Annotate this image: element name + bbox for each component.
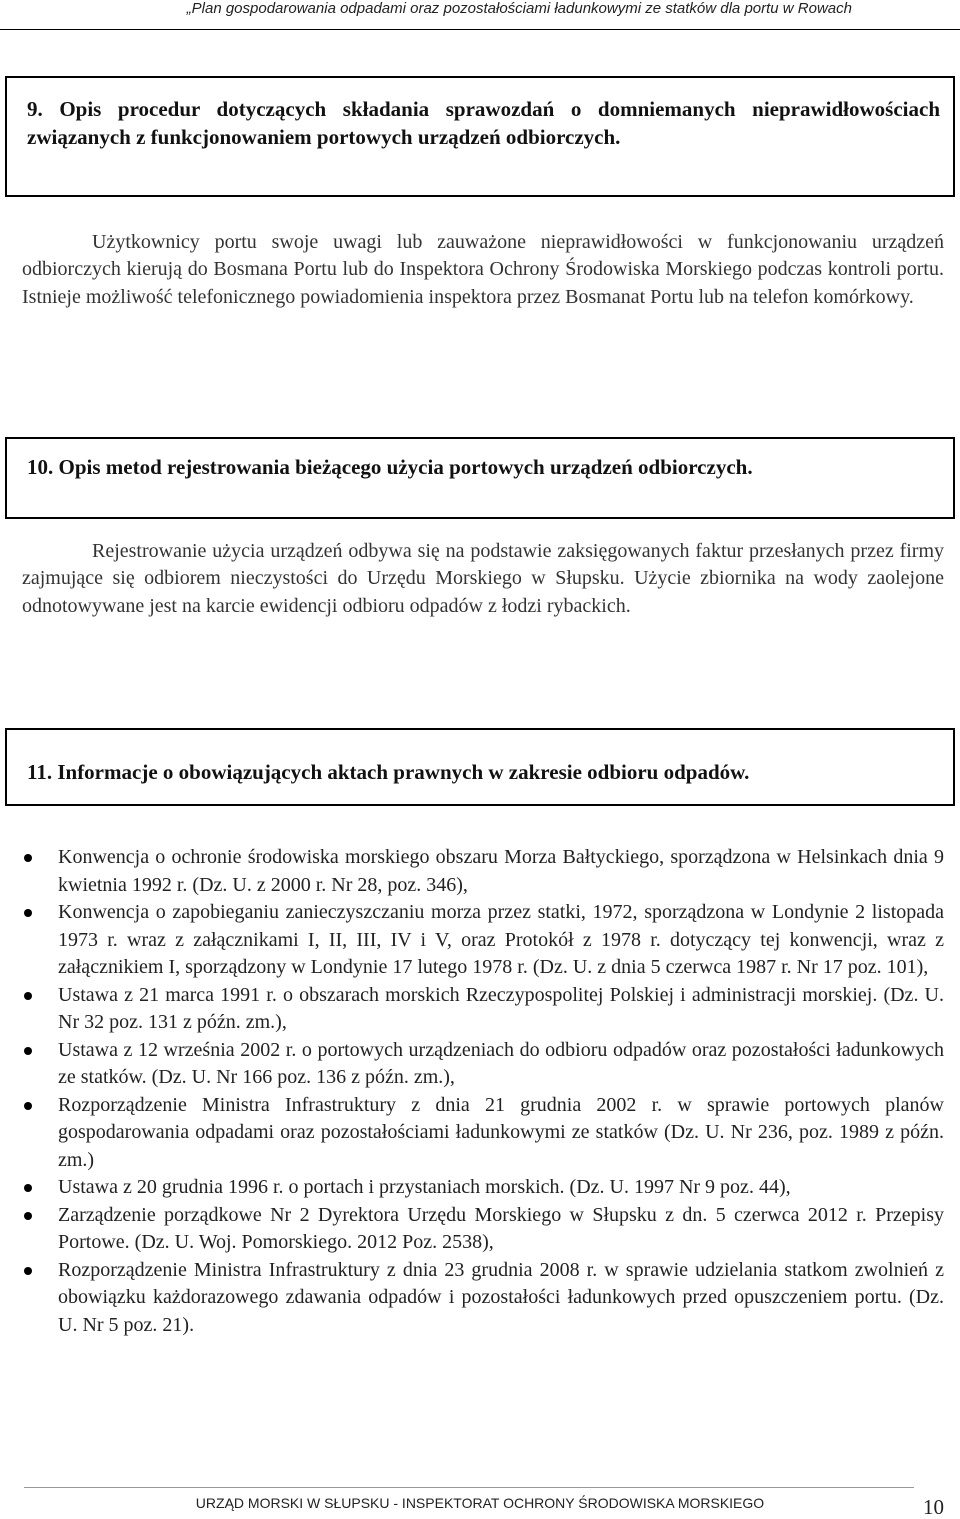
legal-act-item bbox=[0, 1037, 960, 1092]
bullet-icon bbox=[24, 1267, 32, 1275]
legal-acts-list bbox=[0, 844, 960, 1339]
section-10-paragraph: Rejestrowanie użycia urządzeń odbywa się na podstawie zaksięgowanych faktur przesłanych przez firmy zajmujące się odbiorem nieczystości do Urzędu Morskiego w Słupsku. Użycie zbiornika na wody zaolejone odnotowywane jest na karcie ewidencji odbioru odpadów z łodzi rybackich. bbox=[22, 540, 944, 617]
bullet-icon bbox=[24, 1184, 32, 1192]
legal-act-text: Rozporządzenie Ministra Infrastruktury z dnia 23 grudnia 2008 r. w sprawie udzielania statkom zwolnień z obowiązku każdorazowego zdawania odpadów i pozostałości ładunkowych przed opuszczeniem portu. (Dz. U. Nr 5 poz. 21). bbox=[58, 1258, 944, 1336]
legal-act-text: Zarządzenie porządkowe Nr 2 Dyrektora Urzędu Morskiego w Słupsku z dn. 5 czerwca 2012 r. Przepisy Portowe. (Dz. U. Woj. Pomorskiego. 2012 Poz. 2538), bbox=[58, 1203, 944, 1253]
section-10-title: 10. Opis metod rejestrowania bieżącego użycia portowych urządzeń odbiorczych. bbox=[27, 455, 753, 479]
running-header bbox=[0, 0, 960, 30]
bullet-icon bbox=[24, 1102, 32, 1110]
legal-act-item bbox=[0, 899, 960, 982]
legal-act-item bbox=[0, 1257, 960, 1340]
bullet-icon bbox=[24, 1047, 32, 1055]
legal-act-text: Konwencja o ochronie środowiska morskiego obszaru Morza Bałtyckiego, sporządzona w Helsinkach dnia 9 kwietnia 1992 r. (Dz. U. z 2000 r. Nr 28, poz. 346), bbox=[58, 846, 944, 896]
section-10-heading-box bbox=[5, 437, 955, 519]
bullet-icon bbox=[24, 1212, 32, 1220]
legal-act-item bbox=[0, 1202, 960, 1257]
bullet-icon bbox=[24, 854, 32, 862]
page-number: 10 bbox=[923, 1495, 944, 1519]
legal-act-text: Konwencja o zapobieganiu zanieczyszczaniu morza przez statki, 1972, sporządzona w Londynie 2 listopada 1973 r. wraz z załącznikami I, II, III, IV i V, oraz Protokół z 1978 r. dotyczący tej konwencji, wraz z załącznikiem I, sporządzony w Londynie 17 lutego 1978 r. (Dz. U. z dnia 5 czerwca 1987 r. Nr 17 poz. 101), bbox=[58, 901, 944, 978]
section-9-title: 9. Opis procedur dotyczących składania sprawozdań o domniemanych nieprawidłowościach związanych z funkcjonowaniem portowych urządzeń odbiorczych. bbox=[27, 97, 940, 149]
bullet-icon bbox=[24, 909, 32, 917]
running-header-text: „Plan gospodarowania odpadami oraz pozostałościami ładunkowymi ze statków dla portu w Rowach bbox=[186, 0, 852, 17]
legal-act-item bbox=[0, 844, 960, 899]
legal-act-text: Ustawa z 12 września 2002 r. o portowych urządzeniach do odbioru odpadów oraz pozostałości ładunkowych ze statków. (Dz. U. Nr 166 poz. 136 z późn. zm.), bbox=[58, 1038, 944, 1088]
section-11-title: 11. Informacje o obowiązujących aktach prawnych w zakresie odbioru odpadów. bbox=[27, 760, 750, 784]
legal-act-text: Rozporządzenie Ministra Infrastruktury z dnia 21 grudnia 2002 r. w sprawie portowych planów gospodarowania odpadami oraz pozostałościami ładunkowymi ze statków (Dz. U. Nr 236, poz. 1989 z późn. zm.) bbox=[58, 1093, 944, 1171]
legal-act-text: Ustawa z 21 marca 1991 r. o obszarach morskich Rzeczypospolitej Polskiej i administracji morskiej. (Dz. U. Nr 32 poz. 131 z późn. zm.), bbox=[58, 983, 944, 1033]
footer-divider bbox=[24, 1487, 914, 1488]
section-9-paragraph: Użytkownicy portu swoje uwagi lub zauważone nieprawidłowości w funkcjonowaniu urządzeń odbiorczych kierują do Bosmana Portu lub do Inspektora Ochrony Środowiska Morskiego podczas kontroli portu. Istnieje możliwość telefonicznego powiadomienia inspektora przez Bosmanat Portu lub na telefon komórkowy. bbox=[22, 231, 944, 308]
legal-act-item bbox=[0, 1092, 960, 1175]
bullet-icon bbox=[24, 992, 32, 1000]
legal-act-item bbox=[0, 1174, 960, 1202]
footer-text: URZĄD MORSKI W SŁUPSKU - INSPEKTORAT OCHRONY ŚRODOWISKA MORSKIEGO bbox=[195, 1495, 765, 1511]
section-9-heading-box bbox=[5, 76, 955, 197]
legal-act-text: Ustawa z 20 grudnia 1996 r. o portach i przystaniach morskich. (Dz. U. 1997 Nr 9 poz. 44), bbox=[58, 1176, 791, 1198]
section-11-heading-box bbox=[5, 728, 955, 806]
legal-act-item bbox=[0, 982, 960, 1037]
